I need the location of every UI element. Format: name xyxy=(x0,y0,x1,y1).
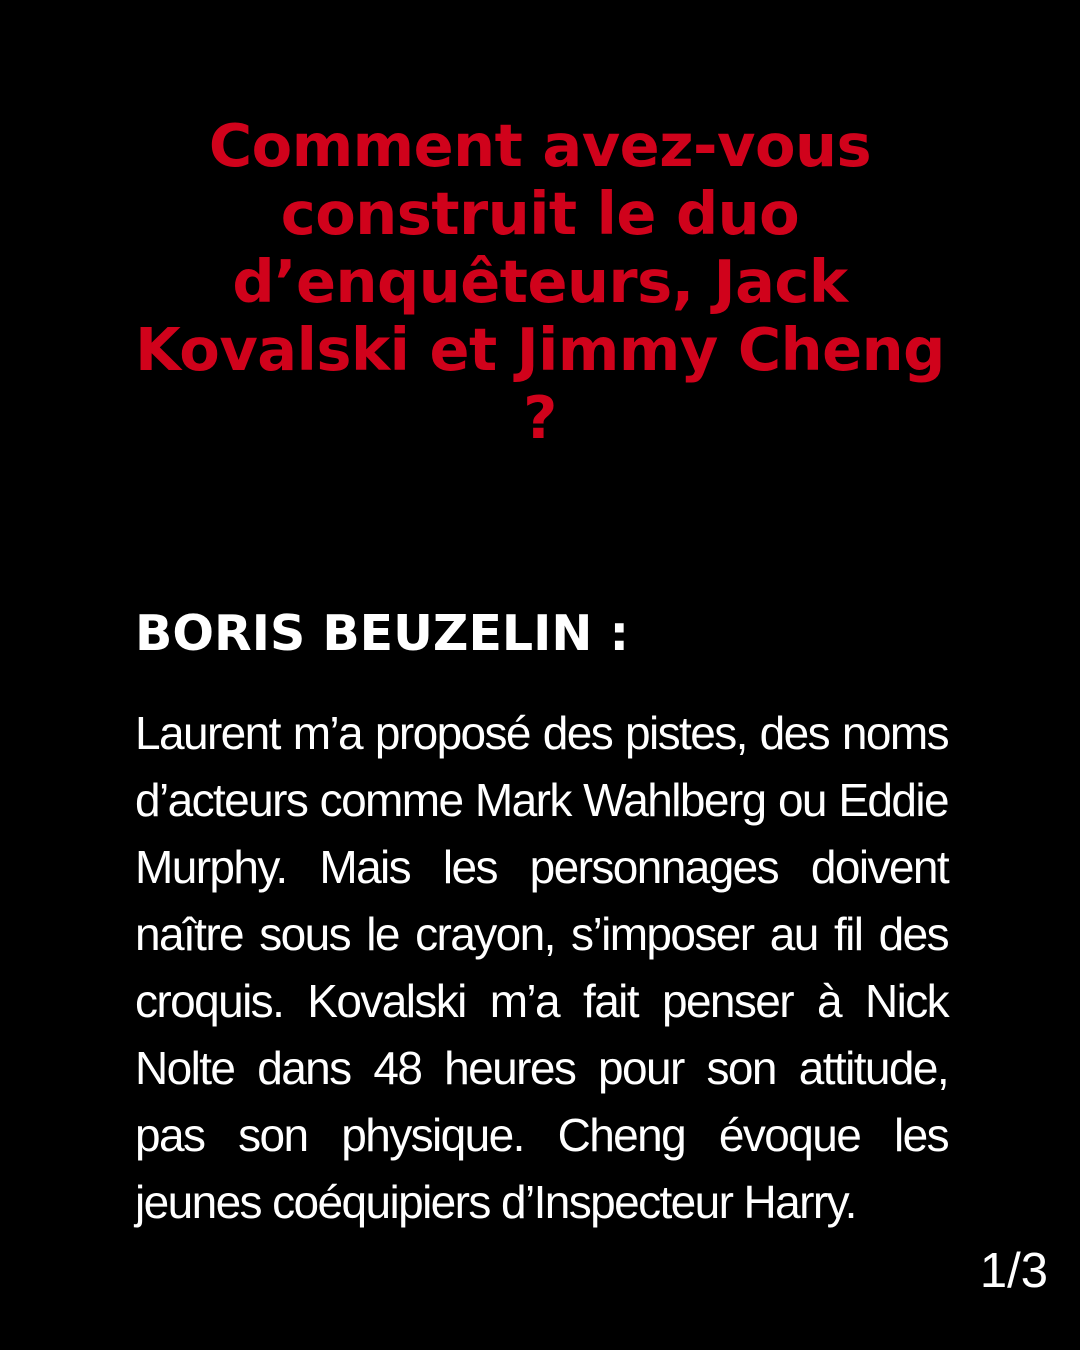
interview-question: Comment avez-vous construit le duo d’enquêteurs, Jack Kovalski et Jimmy Cheng ? xyxy=(135,111,945,452)
interview-answer: Laurent m’a proposé des pistes, des noms d’acteurs comme Mark Wahlberg ou Eddie Murphy. Mais les personnages doivent naître sous le crayon, s’imposer au fil des croquis. Kovalski m’a fait penser à Nick Nolte dans 48 heures pour son attitude, pas son physique. Cheng évoque les jeunes coéquipiers d’Inspecteur Harry. xyxy=(135,707,948,1228)
speaker-name: BORIS BEUZELIN : xyxy=(135,605,630,662)
page-indicator: 1/3 xyxy=(979,1244,1048,1298)
